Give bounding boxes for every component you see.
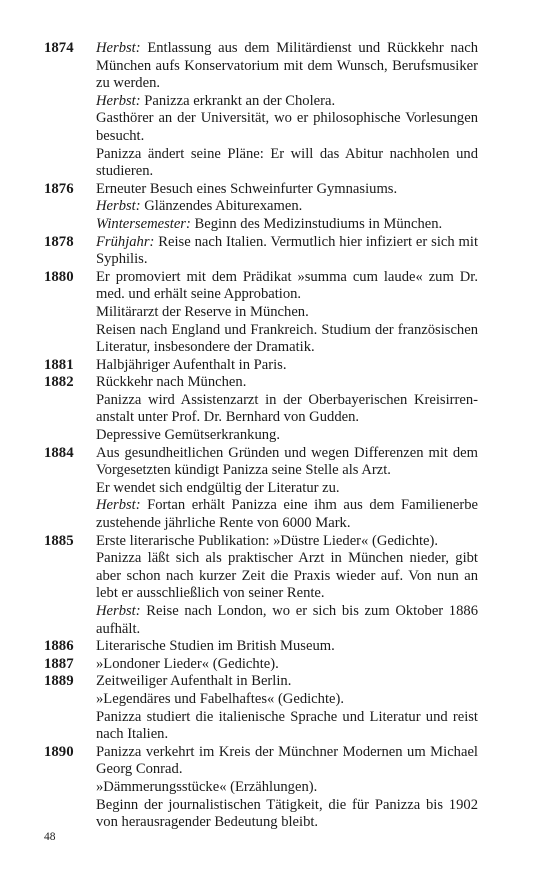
- entry-item: [96, 673, 478, 691]
- entry-year: 1876: [44, 180, 74, 197]
- entry-item: [96, 550, 478, 603]
- chronology-entry: [44, 181, 478, 234]
- entry-item: [96, 304, 478, 322]
- page-number: 48: [44, 831, 56, 843]
- entry-item: [96, 480, 478, 498]
- entry-item: [96, 779, 478, 797]
- entry-item: [96, 744, 478, 779]
- chronology-entry: [44, 656, 478, 674]
- item-text: »Dämmerungsstücke« (Erzählungen).: [96, 778, 318, 795]
- entry-item: [96, 40, 478, 93]
- entry-item: [96, 374, 478, 392]
- entry-items: [96, 181, 478, 234]
- item-text: Rückkehr nach München.: [96, 374, 247, 391]
- chronology-entry: [44, 269, 478, 357]
- item-text: Panizza erkrankt an der Cholera.: [140, 92, 336, 109]
- item-text: Panizza ändert seine Pläne: Er will das Abitur nachholen und studieren.: [96, 145, 478, 180]
- entry-items: [96, 656, 478, 674]
- item-text: Militärarzt der Reserve in München.: [96, 303, 309, 320]
- entry-item: [96, 269, 478, 304]
- chronology-entry: [44, 445, 478, 533]
- item-text: Panizza studiert die italienische Sprache und Literatur und reist nach Italien.: [96, 708, 478, 743]
- item-text: Glänzendes Abiturexamen.: [140, 198, 303, 215]
- entry-items: [96, 638, 478, 656]
- entry-items: [96, 744, 478, 832]
- entry-item: [96, 392, 478, 427]
- item-text: »Legendäres und Fabelhaftes« (Gedichte).: [96, 690, 344, 707]
- season-label: Herbst:: [96, 40, 141, 56]
- season-label: Herbst:: [96, 497, 141, 514]
- item-text: Fortan erhält Panizza eine ihm aus dem Familienerbe zustehende jährliche Rente von 6000 Mark.: [96, 497, 478, 532]
- chronology-entry: [44, 638, 478, 656]
- entry-items: [96, 234, 478, 269]
- chronology-list: [44, 40, 478, 832]
- season-label: Herbst:: [96, 92, 141, 109]
- chronology-entry: [44, 744, 478, 832]
- entry-items: [96, 533, 478, 639]
- entry-item: [96, 322, 478, 357]
- entry-year: 1887: [44, 655, 74, 672]
- entry-year: 1881: [44, 356, 74, 373]
- item-text: Beginn des Medizinstudiums in München.: [190, 215, 443, 232]
- entry-items: [96, 374, 478, 444]
- item-text: Panizza läßt sich als praktischer Arzt in München nieder, gibt aber schon nach kurzer Zeit die Praxis wieder auf. Von nun an lebt er ausschließlich von seiner Rente.: [96, 550, 478, 602]
- entry-year: 1880: [44, 268, 74, 285]
- item-text: Er wendet sich endgültig der Literatur zu.: [96, 479, 340, 496]
- season-label: Wintersemester:: [96, 215, 191, 232]
- item-text: Erneuter Besuch eines Schweinfurter Gymnasiums.: [96, 180, 398, 197]
- chronology-entry: [44, 40, 478, 181]
- item-text: Panizza verkehrt im Kreis der Münchner Modernen um Michael Georg Conrad.: [96, 743, 478, 778]
- entry-items: [96, 445, 478, 533]
- entry-item: [96, 533, 478, 551]
- item-text: Er promoviert mit dem Prädikat »summa cum laude« zum Dr. med. und erhält seine Approbation.: [96, 268, 478, 303]
- entry-year: 1874: [44, 40, 74, 56]
- item-text: »Londoner Lieder« (Gedichte).: [96, 655, 279, 672]
- season-label: Herbst:: [96, 198, 141, 215]
- season-label: Herbst:: [96, 603, 141, 619]
- entry-items: [96, 357, 478, 375]
- entry-item: [96, 110, 478, 145]
- item-text: Zeitweiliger Aufenthalt in Berlin.: [96, 673, 292, 690]
- entry-item: [96, 216, 478, 234]
- item-text: Panizza wird Assistenzarzt in der Oberbayerischen Kreisirrenanstalt unter Prof. Dr. Bernhard von Gudden.: [96, 391, 478, 426]
- item-text: Halbjähriger Aufenthalt in Paris.: [96, 356, 287, 373]
- entry-year: 1885: [44, 532, 74, 549]
- item-text: Reise nach Italien. Vermutlich hier infiziert er sich mit Syphilis.: [96, 233, 478, 268]
- entry-year: 1878: [44, 233, 74, 250]
- item-text: Erste literarische Publikation: »Düstre Lieder« (Gedichte).: [96, 532, 439, 549]
- entry-item: [96, 797, 478, 832]
- entry-year: 1882: [44, 374, 74, 391]
- entry-item: [96, 357, 478, 375]
- entry-year: 1886: [44, 638, 74, 655]
- chronology-entry: [44, 374, 478, 444]
- entry-item: [96, 497, 478, 532]
- item-text: Aus gesundheitlichen Gründen und wegen Differenzen mit dem Vorgesetzten kündigt Panizza seine Stelle als Arzt.: [96, 444, 478, 479]
- entry-item: [96, 198, 478, 216]
- entry-item: [96, 656, 478, 674]
- item-text: Literarische Studien im British Museum.: [96, 638, 335, 655]
- entry-item: [96, 234, 478, 269]
- item-text: Reise nach London, wo er sich bis zum Oktober 1886 aufhält.: [96, 603, 478, 637]
- item-text: Reisen nach England und Frankreich. Studium der französischen Literatur, insbesondere der Dramatik.: [96, 321, 478, 356]
- item-text: Entlassung aus dem Militärdienst und Rückkehr nach München aufs Konservatorium mit dem Wunsch, Berufsmusiker zu werden.: [96, 40, 478, 92]
- entry-year: 1890: [44, 743, 74, 760]
- entry-item: [96, 691, 478, 709]
- entry-item: [96, 709, 478, 744]
- entry-items: [96, 269, 478, 357]
- entry-item: [96, 427, 478, 445]
- chronology-entry: [44, 234, 478, 269]
- entry-items: [96, 673, 478, 743]
- item-text: Depressive Gemütserkrankung.: [96, 427, 280, 444]
- entry-item: [96, 93, 478, 111]
- entry-items: [96, 40, 478, 181]
- season-label: Frühjahr:: [96, 233, 155, 250]
- entry-item: [96, 146, 478, 181]
- chronology-entry: [44, 357, 478, 375]
- entry-item: [96, 603, 478, 638]
- entry-year: 1889: [44, 673, 74, 690]
- item-text: Beginn der journalistischen Tätigkeit, die für Panizza bis 1902 von herausragender Bedeutung bleibt.: [96, 796, 478, 831]
- chronology-entry: [44, 533, 478, 639]
- entry-item: [96, 445, 478, 480]
- entry-item: [96, 638, 478, 656]
- entry-item: [96, 181, 478, 199]
- item-text: Gasthörer an der Universität, wo er philosophische Vorlesungen besucht.: [96, 110, 478, 144]
- chronology-entry: [44, 673, 478, 743]
- entry-year: 1884: [44, 444, 74, 461]
